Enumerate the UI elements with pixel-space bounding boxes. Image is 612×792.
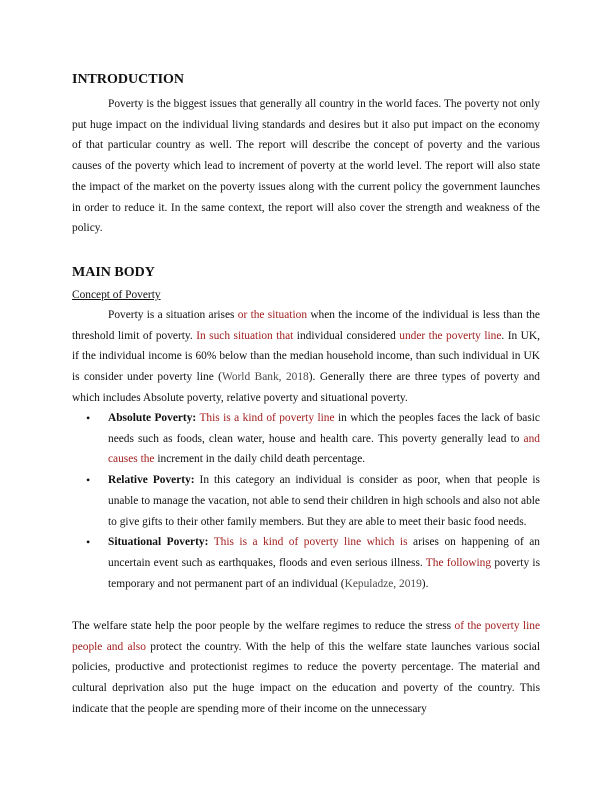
highlighted-text: This is a kind of poverty line — [199, 412, 335, 424]
text-run: individual considered — [293, 329, 400, 342]
bullet-label: Relative Poverty: — [108, 474, 195, 487]
text-run: The welfare state help the poor people by the welfare regimes to reduce the stress — [72, 620, 455, 632]
text-run: ). — [421, 577, 429, 590]
list-item — [72, 532, 540, 594]
text-run: . In UK, if the individual income is 60% below than the median household income, than such individual in UK is consider under poverty line ( — [72, 329, 540, 384]
list-item — [72, 408, 540, 470]
highlighted-text: In such situation that — [196, 329, 294, 342]
text-run: ). Generally there are three types of poverty and which includes Absolute poverty, relative poverty and situational poverty. — [72, 371, 540, 404]
highlighted-text: This is a kind of poverty line which is — [213, 536, 408, 549]
concept-paragraph — [72, 305, 540, 409]
main-body-heading: MAIN BODY — [72, 265, 155, 280]
bullet-icon: • — [86, 411, 91, 425]
text-run: Poverty is a situation arises — [108, 309, 238, 321]
poverty-types-list — [72, 408, 540, 594]
text-run: in which the peoples faces the lack of basic needs such as foods, clean water, house and health care. This poverty generally lead to — [108, 412, 540, 445]
highlighted-text: The following — [425, 556, 492, 569]
highlighted-text: of the poverty line people and also — [72, 620, 541, 653]
bullet-label: Situational Poverty: — [108, 536, 209, 549]
text-run: In this category an individual is consider as poor, when that people is unable to manage the vacation, not able to send their children in high schools and also not able to give gifts to their other family members. But they are able to meet their basic food needs. — [108, 474, 540, 528]
intro-paragraph: Poverty is the biggest issues that generally all country in the world faces. The poverty not only put huge impact on the individual living standards and desires but it also put impact on the economy of that particular country as well. The report will describe the concept of poverty and the various causes of the poverty which lead to increment of poverty at the world level. The report will also state the impact of the market on the poverty issues along with the current policy the government launches in order to reduce it. In the same context, the report will also cover the strength and weakness of the policy. — [72, 98, 540, 235]
text-run: when the income of the individual is less than the threshold limit of poverty. — [72, 309, 540, 342]
citation: Kepuladze, 2019 — [344, 577, 422, 590]
list-item — [72, 470, 540, 532]
intro-heading: INTRODUCTION — [72, 72, 185, 87]
citation: World Bank, 2018 — [221, 371, 309, 384]
bullet-icon: • — [86, 535, 91, 550]
text-run: poverty is temporary and not permanent part of an individual ( — [108, 556, 541, 590]
welfare-paragraph — [72, 616, 540, 720]
bullet-label: Absolute Poverty: — [108, 412, 197, 424]
highlighted-text: and causes the — [108, 432, 540, 466]
highlighted-text: under the poverty line — [399, 329, 502, 342]
highlighted-text: or the situation — [237, 309, 308, 321]
concept-subheading: Concept of Poverty — [72, 289, 161, 301]
text-run: protect the country. With the help of this the welfare state launches various social policies, productive and protectionist regimes to reduce the poverty percentage. The material and cultural deprivation also put the huge impact on the education and poverty of the country. This indicate that the people are spending more of their income on the unnecessary — [72, 640, 541, 715]
text-run: increment in the daily child death percentage. — [154, 453, 366, 466]
text-run: arises on happening of an uncertain event such as earthquakes, floods and even serious illness. — [108, 536, 540, 569]
bullet-icon: • — [86, 473, 91, 488]
